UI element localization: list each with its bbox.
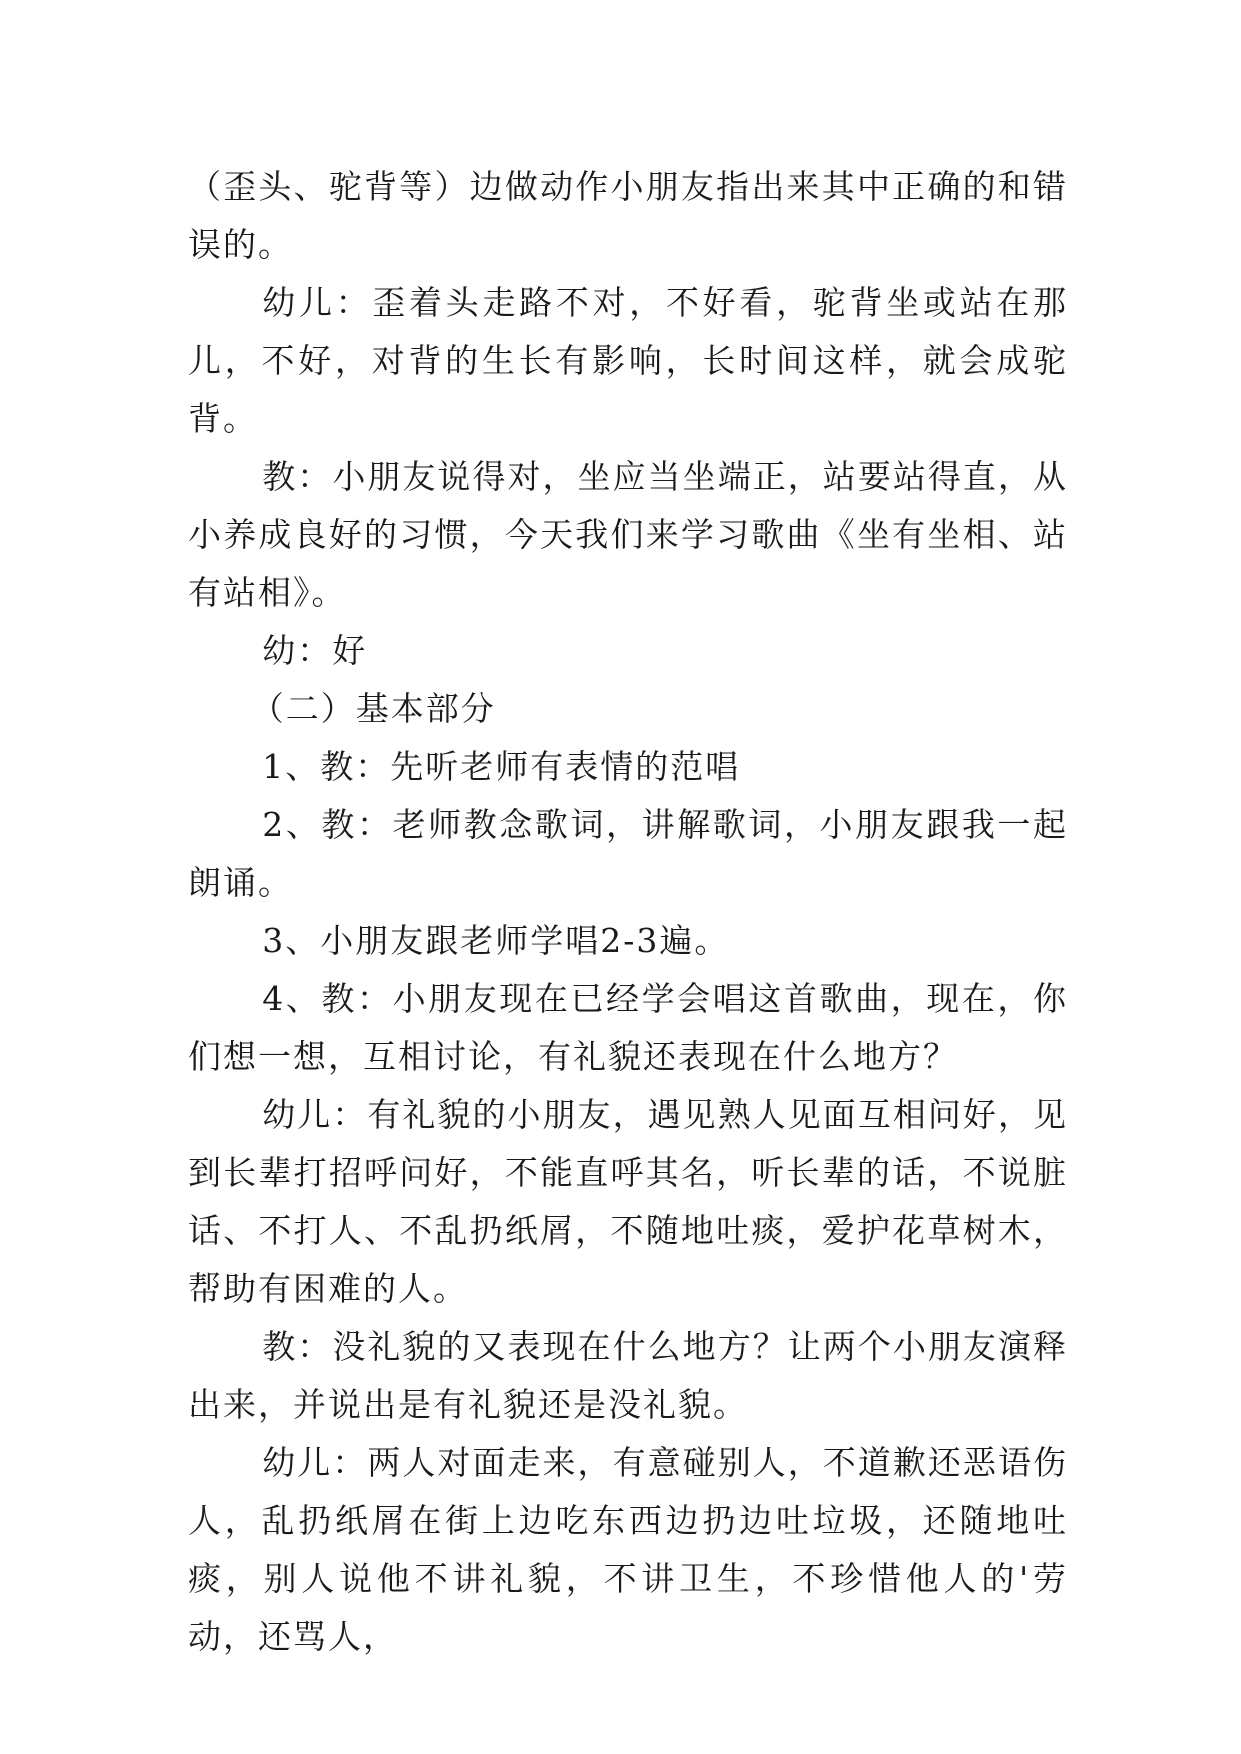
paragraph-2: 幼儿：歪着头走路不对，不好看，驼背坐或站在那儿，不好，对背的生长有影响，长时间这样，就会成驼背。 bbox=[188, 283, 1068, 438]
paragraph-9: 4、教：小朋友现在已经学会唱这首歌曲，现在，你们想一想，互相讨论，有礼貌还表现在什么地方？ bbox=[188, 979, 1068, 1076]
paragraph-6: 1、教：先听老师有表情的范唱 bbox=[262, 747, 741, 786]
paragraph-12: 幼儿：两人对面走来，有意碰别人，不道歉还恶语伤人，乱扔纸屑在街上边吃东西边扔边吐垃圾，还随地吐痰，别人说他不讲礼貌，不讲卫生，不珍惜他人的'劳动，还骂人， bbox=[188, 1443, 1068, 1656]
paragraph-11: 教：没礼貌的又表现在什么地方？让两个小朋友演释出来，并说出是有礼貌还是没礼貌。 bbox=[188, 1327, 1068, 1424]
paragraph-10: 幼儿：有礼貌的小朋友，遇见熟人见面互相问好，见到长辈打招呼问好，不能直呼其名，听长辈的话，不说脏话、不打人、不乱扔纸屑，不随地吐痰，爱护花草树木，帮助有困难的人。 bbox=[188, 1095, 1068, 1308]
paragraph-7: 2、教：老师教念歌词，讲解歌词，小朋友跟我一起朗诵。 bbox=[188, 805, 1068, 902]
paragraph-8: 3、小朋友跟老师学唱2-3遍。 bbox=[262, 921, 730, 960]
paragraph-1: （歪头、驼背等）边做动作小朋友指出来其中正确的和错误的。 bbox=[188, 167, 1068, 264]
section-heading: （二）基本部分 bbox=[250, 689, 496, 728]
document-body bbox=[188, 158, 1068, 1666]
paragraph-3: 教：小朋友说得对，坐应当坐端正，站要站得直，从小养成良好的习惯，今天我们来学习歌曲《坐有坐相、站有站相》。 bbox=[188, 457, 1068, 612]
paragraph-4: 幼：好 bbox=[262, 631, 368, 670]
